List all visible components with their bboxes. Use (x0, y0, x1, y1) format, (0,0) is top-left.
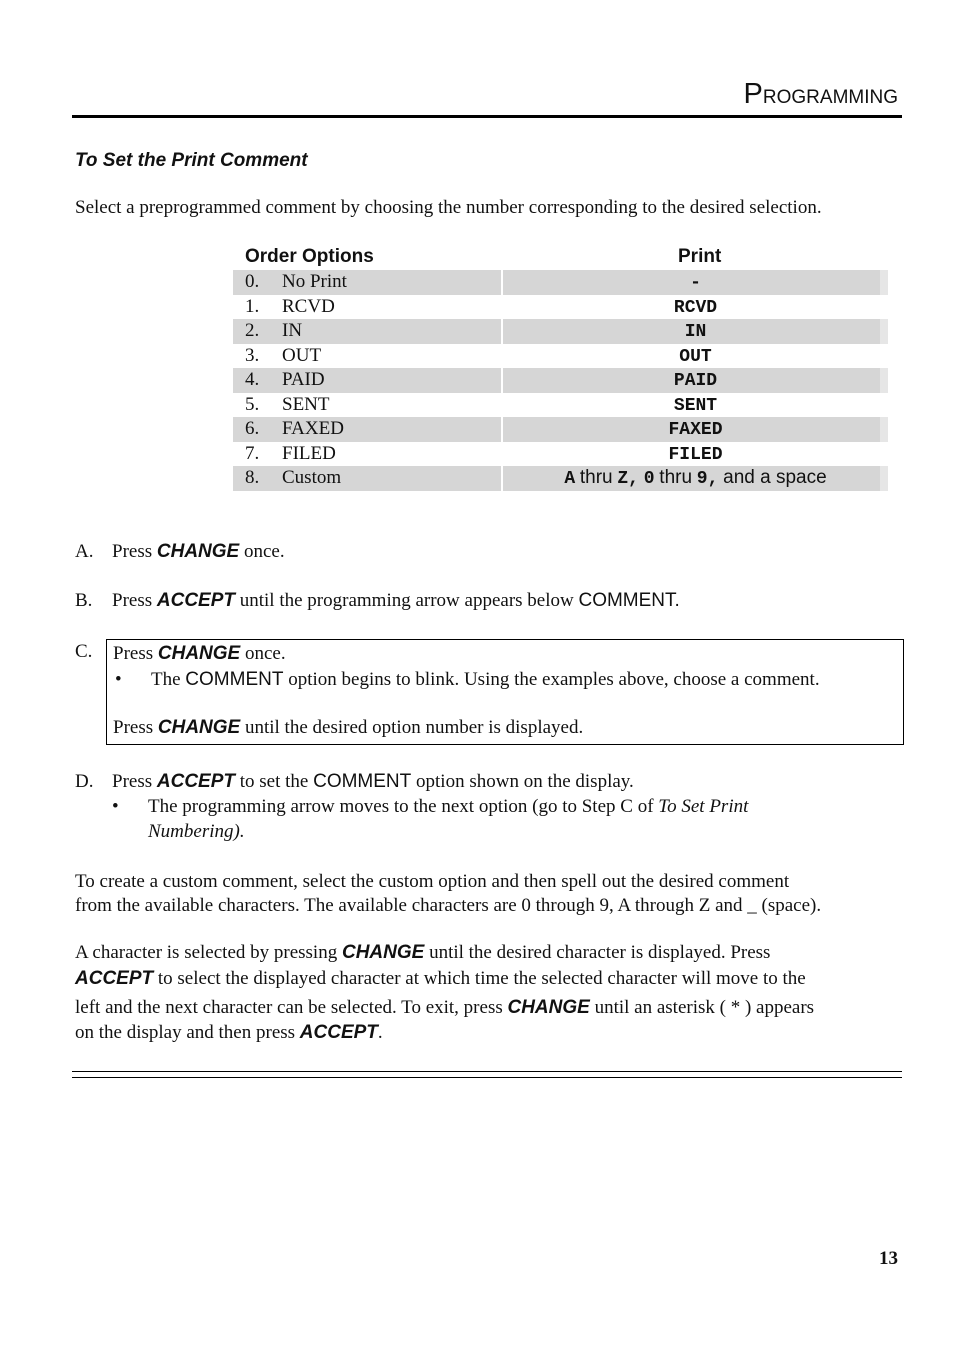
step-a-letter: A. (75, 541, 94, 562)
step-d-bullet-cont: Numbering). (148, 821, 245, 842)
step-d-text: Press ACCEPT to set the COMMENT option shown on the display. (112, 771, 634, 792)
step-d-letter: D. (75, 771, 94, 792)
select-paragraph-line1: A character is selected by pressing CHANGE until the desired character is displayed. Press (75, 942, 771, 963)
step-c-letter: C. (75, 641, 93, 662)
section-title: To Set the Print Comment (75, 150, 308, 171)
step-c-box (106, 639, 904, 745)
change-key: CHANGE (156, 541, 240, 562)
change-key: CHANGE (341, 942, 425, 963)
step-c-line1: Press CHANGE once. (113, 643, 286, 664)
select-paragraph-line3: left and the next character can be selected. To exit, press CHANGE until an asterisk ( * ) appears (75, 997, 815, 1018)
intro-paragraph: Select a preprogrammed comment by choosing the number corresponding to the desired selection. (75, 197, 822, 218)
table-row: 4. PAID PAID (233, 368, 888, 393)
page-number: 13 (879, 1248, 898, 1269)
page-header-title: PROGRAMMING (743, 78, 898, 110)
step-a-text: Press CHANGE once. (112, 541, 285, 562)
change-key: CHANGE (157, 717, 241, 738)
table-row: 3. OUT OUT (245, 344, 712, 367)
change-key: CHANGE (157, 643, 241, 664)
table-row: 7. FILED FILED (245, 442, 723, 465)
select-paragraph-line2: ACCEPT to select the displayed character at which time the selected character will move to the (75, 968, 806, 989)
table-row: 5. SENT SENT (245, 393, 718, 416)
accept-key: ACCEPT (156, 590, 235, 611)
header-rule (72, 115, 902, 118)
accept-key: ACCEPT (299, 1022, 378, 1043)
step-b-letter: B. (75, 590, 93, 611)
order-options-table (233, 244, 888, 491)
step-d-bullet: • The programming arrow moves to the next option (go to Step C of To Set Print (112, 796, 749, 817)
table-header (233, 244, 888, 270)
custom-paragraph-line1: To create a custom comment, select the custom option and then spell out the desired comment (75, 871, 790, 892)
custom-print-range: A thru Z, 0 thru 9, and a space (503, 466, 888, 491)
step-b-text: Press ACCEPT until the programming arrow appears below COMMENT. (112, 590, 680, 611)
table-row: 8. Custom A thru Z, 0 thru 9, and a space (233, 466, 888, 491)
col-header-order-options: Order Options (245, 246, 374, 267)
table-row: 0. No Print - (233, 270, 888, 295)
col-header-print: Print (678, 246, 722, 267)
footer-rule (72, 1071, 902, 1078)
accept-key: ACCEPT (75, 968, 154, 989)
table-row: 1. RCVD RCVD (245, 295, 718, 318)
table-row: 2. IN IN (233, 319, 888, 344)
step-c-bullet: • The COMMENT option begins to blink. Using the examples above, choose a comment. (115, 669, 820, 690)
step-c-line3: Press CHANGE until the desired option number is displayed. (113, 717, 584, 738)
select-paragraph-line4: on the display and then press ACCEPT. (75, 1022, 383, 1043)
custom-paragraph-line2: from the available characters. The available characters are 0 through 9, A through Z and _ (space). (75, 895, 822, 916)
change-key: CHANGE (507, 997, 590, 1018)
accept-key: ACCEPT (156, 771, 235, 792)
table-row: 6. FAXED FAXED (233, 417, 888, 442)
